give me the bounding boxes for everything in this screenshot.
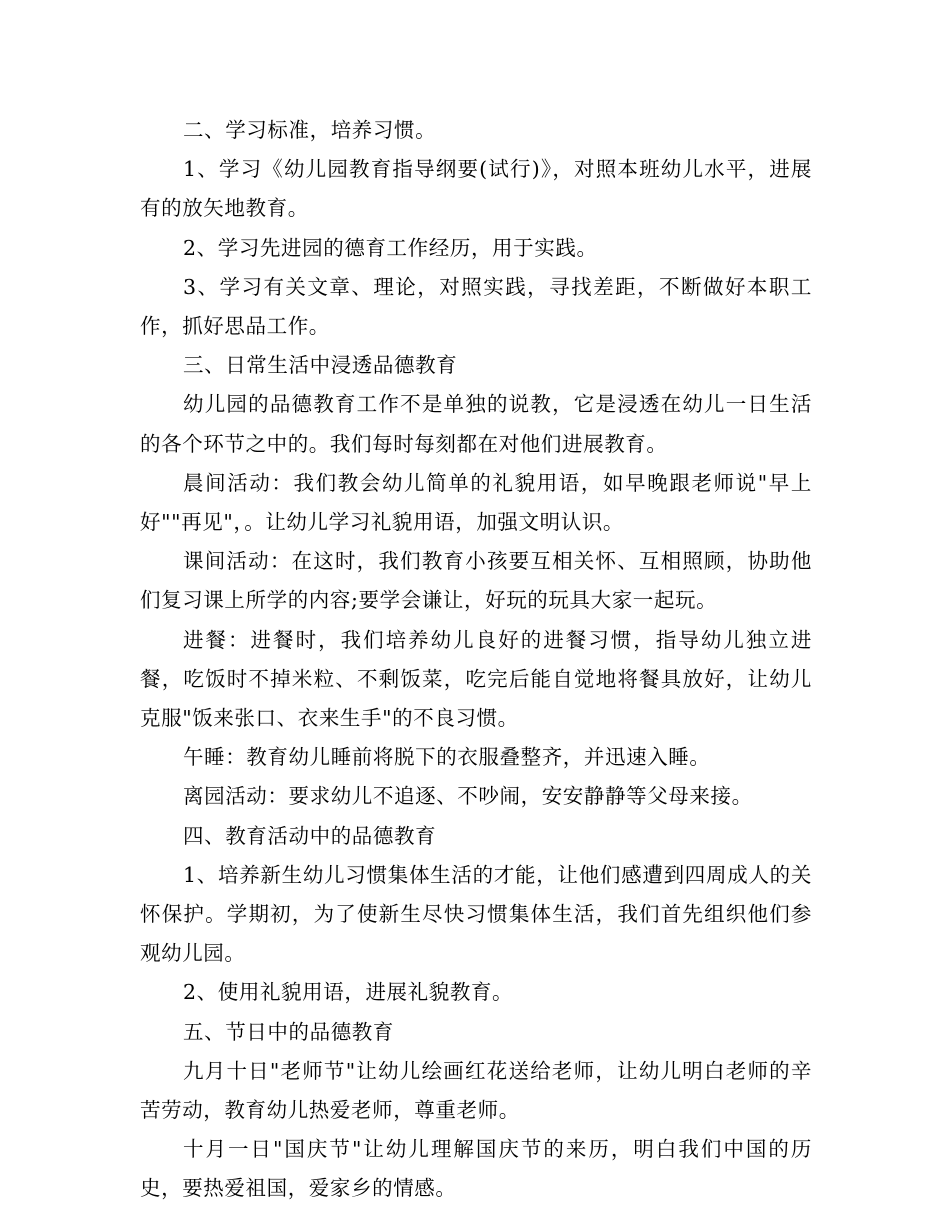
national-day-paragraph: 十月一日"国庆节"让幼儿理解国庆节的来历，明白我们中国的历史，要热爱祖国，爱家乡的情感。 [140, 1137, 812, 1201]
teachers-day-paragraph: 九月十日"老师节"让幼儿绘画红花送给老师，让幼儿明白老师的辛苦劳动，教育幼儿热爱老师，尊重老师。 [140, 1058, 812, 1123]
section-heading-3: 三、日常生活中浸透品德教育 [183, 353, 458, 378]
list-item-2: 2、学习先进园的德育工作经历，用于实践。 [183, 235, 598, 260]
section-heading-2: 二、学习标准，培养习惯。 [183, 118, 437, 142]
meal-paragraph: 进餐：进餐时，我们培养幼儿良好的进餐习惯，指导幼儿独立进餐，吃饭时不掉米粒、不剩饭菜，吃完后能自觉地将餐具放好，让幼儿克服"饭来张口、衣来生手"的不良习惯。 [140, 627, 812, 731]
list-item-1: 1、培养新生幼儿习惯集体生活的才能，让他们感遭到四周成人的关怀保护。学期初，为了使新生尽快习惯集体生活，我们首先组织他们参观幼儿园。 [140, 862, 812, 966]
section-heading-5: 五、节日中的品德教育 [183, 1019, 394, 1044]
document-body [140, 111, 812, 1209]
departure-paragraph: 离园活动：要求幼儿不追逐、不吵闹，安安静静等父母来接。 [183, 784, 753, 809]
break-activity-paragraph: 课间活动：在这时，我们教育小孩要互相关怀、互相照顾，协助他们复习课上所学的内容;要学会谦让，好玩的玩具大家一起玩。 [140, 549, 812, 613]
list-item-1: 1、学习《幼儿园教育指导纲要(试行)》，对照本班幼儿水平，进展有的放矢地教育。 [140, 157, 812, 221]
body-paragraph: 幼儿园的品德教育工作不是单独的说教，它是浸透在幼儿一日生活的各个环节之中的。我们每时每刻都在对他们进展教育。 [140, 392, 812, 456]
list-item-3: 3、学习有关文章、理论，对照实践，寻找差距，不断做好本职工作，抓好思品工作。 [140, 274, 812, 339]
section-heading-4: 四、教育活动中的品德教育 [183, 823, 437, 848]
morning-activity-paragraph: 晨间活动：我们教会幼儿简单的礼貌用语，如早晚跟老师说"早上好""再见"，。让幼儿学习礼貌用语，加强文明认识。 [140, 470, 812, 535]
nap-paragraph: 午睡：教育幼儿睡前将脱下的衣服叠整齐，并迅速入睡。 [183, 745, 711, 770]
list-item-2: 2、使用礼貌用语，进展礼貌教育。 [183, 980, 514, 1005]
